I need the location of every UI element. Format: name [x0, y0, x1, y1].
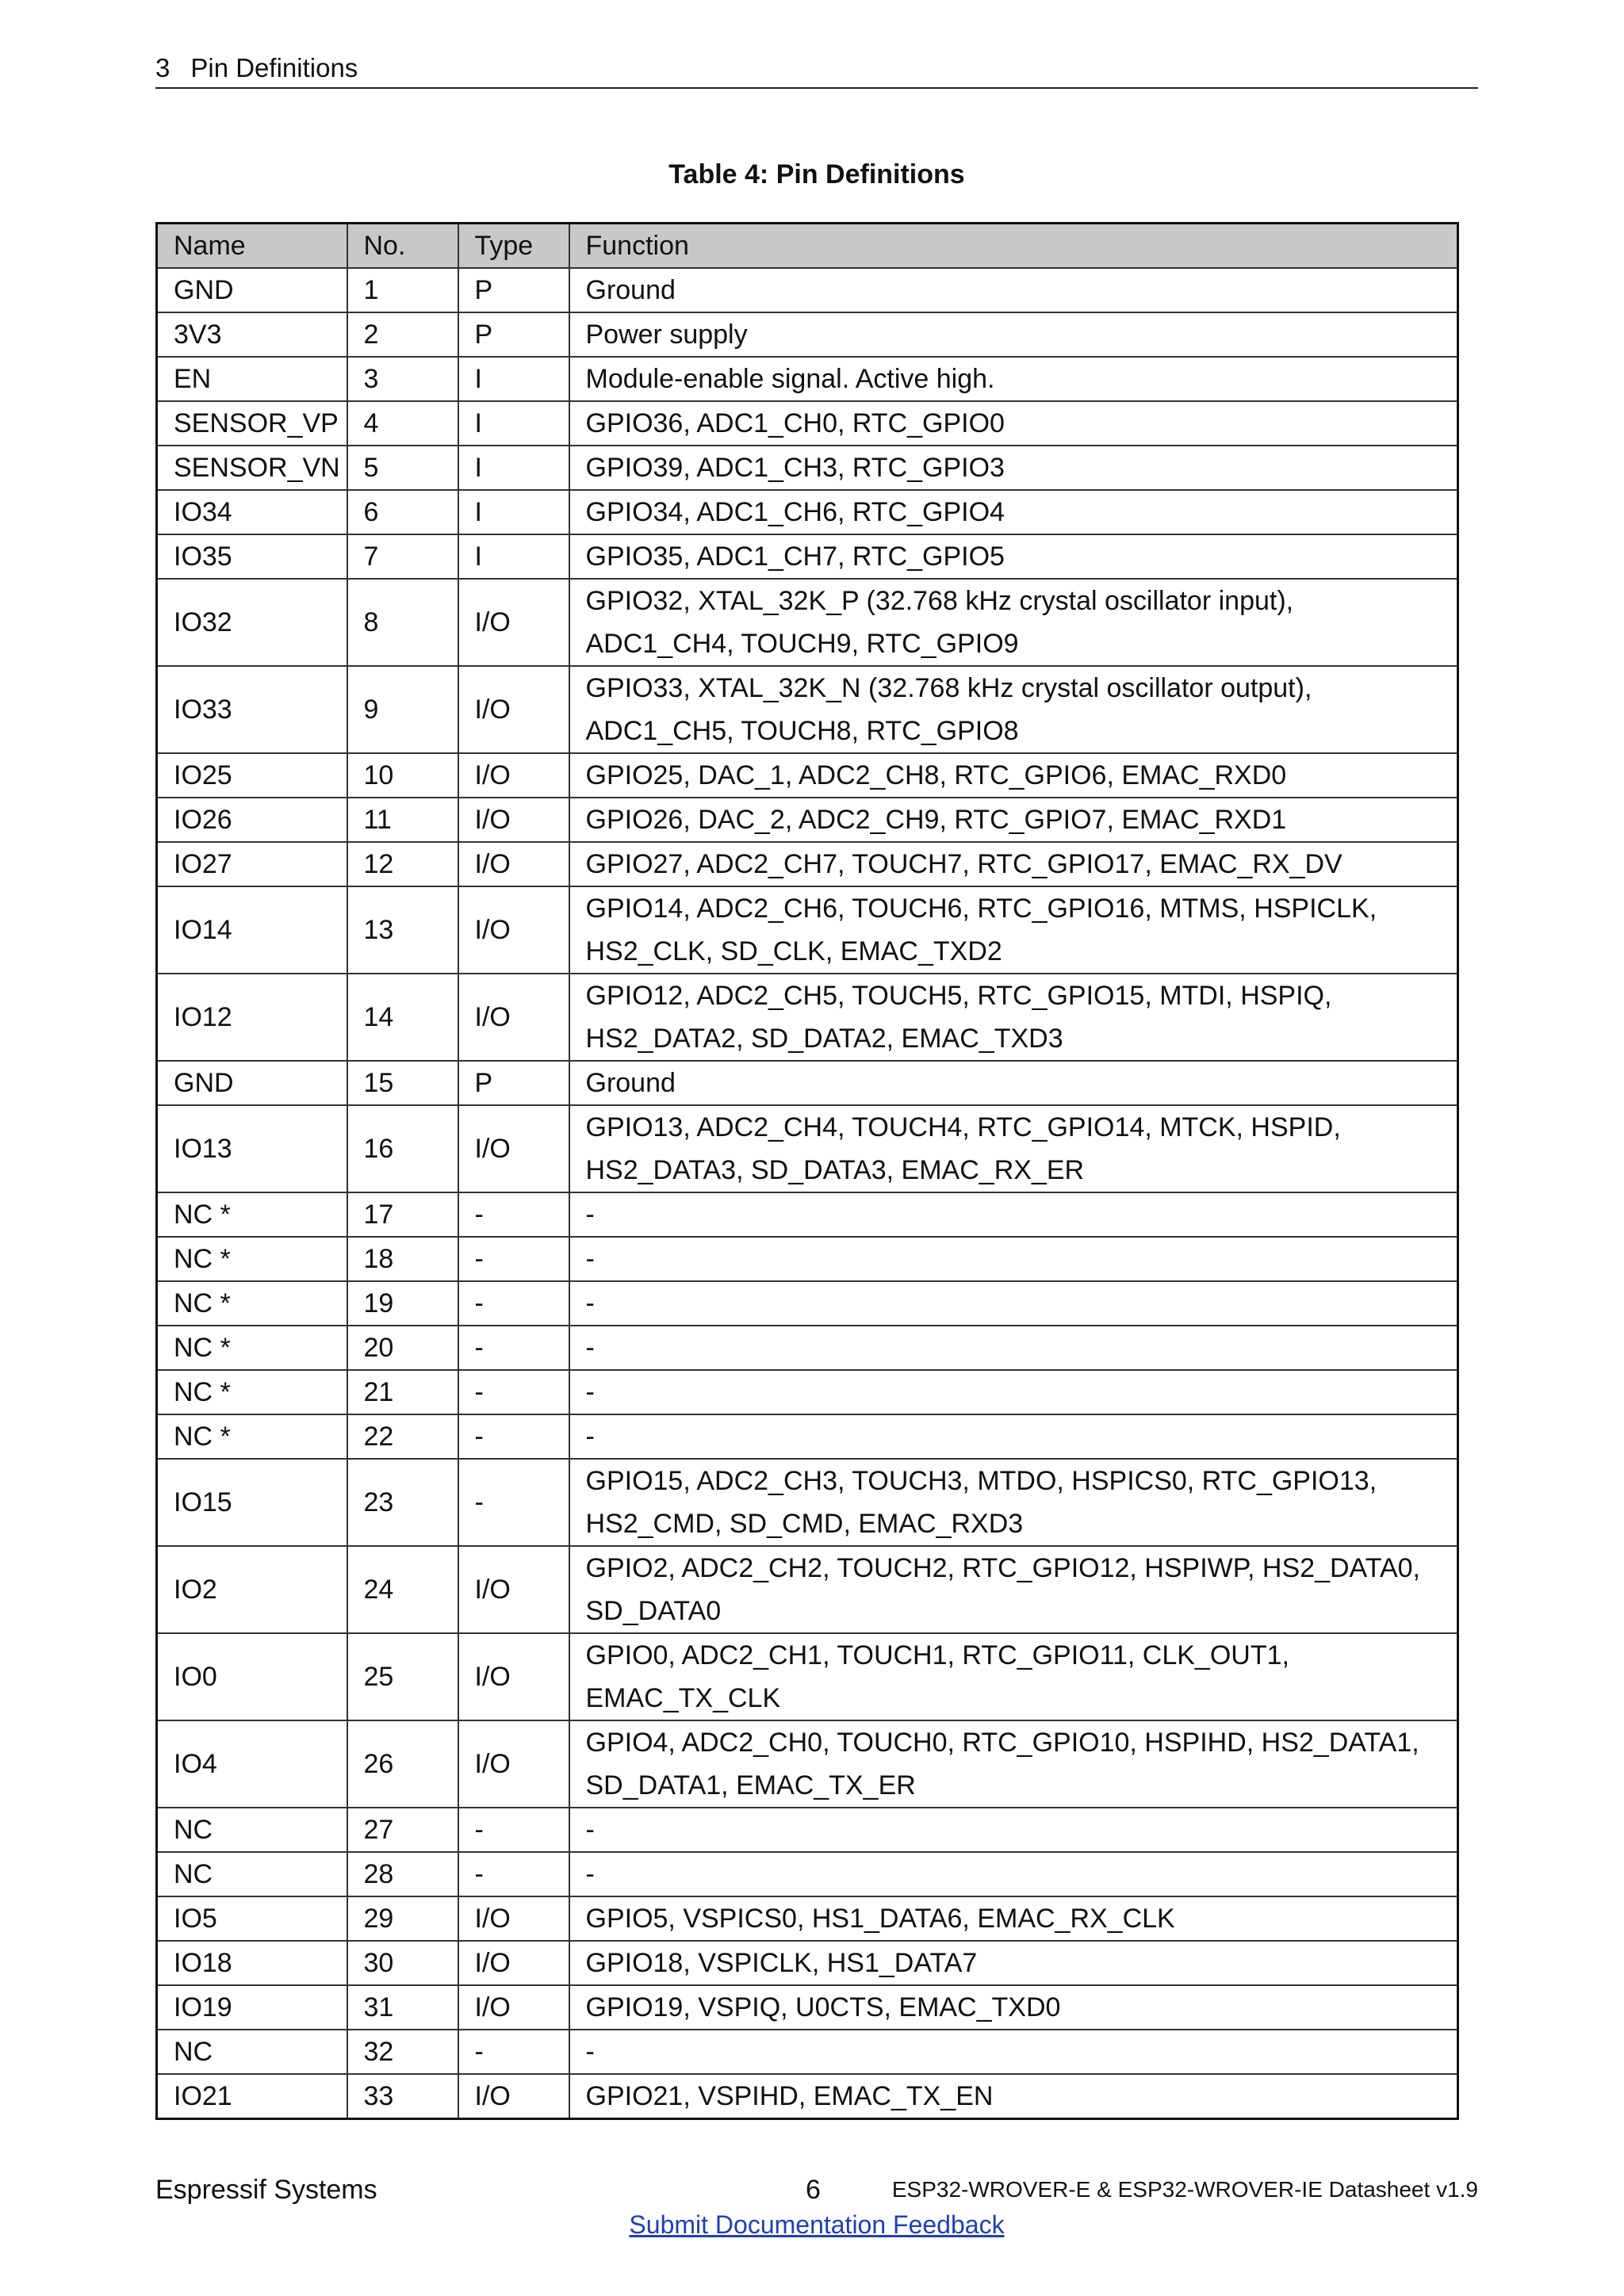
column-header-type: Type: [458, 224, 569, 269]
pin-function-cell: Power supply: [569, 312, 1458, 357]
pin-type-cell: I/O: [458, 1633, 569, 1720]
pin-number-cell: 32: [347, 2030, 458, 2074]
feedback-link-container: [155, 2207, 1478, 2242]
table-row: [157, 1985, 1458, 2030]
pin-name-cell: SENSOR_VP: [157, 401, 347, 446]
table-row: [157, 312, 1458, 357]
pin-type-cell: I/O: [458, 1896, 569, 1941]
pin-type-cell: -: [458, 1326, 569, 1370]
table-row: [157, 798, 1458, 842]
pin-number-cell: 27: [347, 1808, 458, 1852]
pin-function-cell: GPIO5, VSPICS0, HS1_DATA6, EMAC_RX_CLK: [569, 1896, 1458, 1941]
pin-type-cell: -: [458, 1370, 569, 1414]
table-row: [157, 1192, 1458, 1237]
table-row: [157, 401, 1458, 446]
pin-number-cell: 11: [347, 798, 458, 842]
pin-type-cell: -: [458, 1192, 569, 1237]
pin-number-cell: 8: [347, 579, 458, 666]
pin-type-cell: I/O: [458, 842, 569, 886]
pin-function-cell: GPIO15, ADC2_CH3, TOUCH3, MTDO, HSPICS0, RTC_GPIO13, HS2_CMD, SD_CMD, EMAC_RXD3: [569, 1459, 1458, 1546]
footer-document-title: ESP32-WROVER-E & ESP32-WROVER-IE Datasheet v1.9: [891, 2177, 1478, 2202]
table-row: [157, 666, 1458, 753]
pin-function-cell: GPIO19, VSPIQ, U0CTS, EMAC_TXD0: [569, 1985, 1458, 2030]
pin-type-cell: I/O: [458, 886, 569, 974]
pin-number-cell: 15: [347, 1061, 458, 1105]
table-row: [157, 490, 1458, 534]
pin-name-cell: NC *: [157, 1192, 347, 1237]
pin-name-cell: NC *: [157, 1414, 347, 1459]
table-row: [157, 1414, 1458, 1459]
pin-number-cell: 23: [347, 1459, 458, 1546]
pin-type-cell: I/O: [458, 1105, 569, 1192]
table-row: [157, 974, 1458, 1061]
pin-function-cell: GPIO27, ADC2_CH7, TOUCH7, RTC_GPIO17, EMAC_RX_DV: [569, 842, 1458, 886]
pin-type-cell: I: [458, 534, 569, 579]
pin-function-cell: GPIO35, ADC1_CH7, RTC_GPIO5: [569, 534, 1458, 579]
table-row: [157, 1896, 1458, 1941]
pin-number-cell: 33: [347, 2074, 458, 2119]
table-row: [157, 753, 1458, 798]
pin-definitions-table: [155, 222, 1459, 2120]
pin-name-cell: IO13: [157, 1105, 347, 1192]
pin-function-cell: GPIO14, ADC2_CH6, TOUCH6, RTC_GPIO16, MTMS, HSPICLK, HS2_CLK, SD_CLK, EMAC_TXD2: [569, 886, 1458, 974]
pin-function-cell: GPIO2, ADC2_CH2, TOUCH2, RTC_GPIO12, HSPIWP, HS2_DATA0, SD_DATA0: [569, 1546, 1458, 1633]
page-footer: [155, 2172, 1478, 2207]
pin-type-cell: I/O: [458, 798, 569, 842]
pin-name-cell: IO14: [157, 886, 347, 974]
pin-type-cell: -: [458, 1808, 569, 1852]
pin-function-cell: Ground: [569, 268, 1458, 312]
pin-name-cell: NC *: [157, 1237, 347, 1281]
pin-number-cell: 29: [347, 1896, 458, 1941]
pin-number-cell: 19: [347, 1281, 458, 1326]
table-row: [157, 2074, 1458, 2119]
table-row: [157, 1941, 1458, 1985]
pin-function-cell: GPIO26, DAC_2, ADC2_CH9, RTC_GPIO7, EMAC_RXD1: [569, 798, 1458, 842]
section-title: Pin Definitions: [190, 53, 358, 82]
page-header: [155, 51, 1478, 89]
table-row: [157, 1459, 1458, 1546]
pin-type-cell: I/O: [458, 666, 569, 753]
pin-type-cell: I: [458, 490, 569, 534]
footer-company: Espressif Systems: [155, 2175, 377, 2205]
pin-name-cell: IO0: [157, 1633, 347, 1720]
pin-function-cell: GPIO12, ADC2_CH5, TOUCH5, RTC_GPIO15, MTDI, HSPIQ, HS2_DATA2, SD_DATA2, EMAC_TXD3: [569, 974, 1458, 1061]
pin-function-cell: GPIO25, DAC_1, ADC2_CH8, RTC_GPIO6, EMAC_RXD0: [569, 753, 1458, 798]
pin-type-cell: -: [458, 1281, 569, 1326]
pin-number-cell: 17: [347, 1192, 458, 1237]
pin-number-cell: 3: [347, 357, 458, 401]
pin-type-cell: P: [458, 312, 569, 357]
pin-number-cell: 22: [347, 1414, 458, 1459]
pin-name-cell: NC *: [157, 1281, 347, 1326]
table-row: [157, 446, 1458, 490]
pin-function-cell: -: [569, 1370, 1458, 1414]
pin-type-cell: I/O: [458, 1720, 569, 1808]
pin-name-cell: IO26: [157, 798, 347, 842]
pin-number-cell: 21: [347, 1370, 458, 1414]
pin-function-cell: -: [569, 1808, 1458, 1852]
pin-name-cell: NC: [157, 2030, 347, 2074]
pin-type-cell: I/O: [458, 1546, 569, 1633]
table-row: [157, 534, 1458, 579]
table-row: [157, 1546, 1458, 1633]
table-row: [157, 2030, 1458, 2074]
table-row: [157, 1633, 1458, 1720]
pin-number-cell: 31: [347, 1985, 458, 2030]
pin-number-cell: 6: [347, 490, 458, 534]
table-row: [157, 1281, 1458, 1326]
pin-type-cell: I: [458, 446, 569, 490]
pin-function-cell: GPIO4, ADC2_CH0, TOUCH0, RTC_GPIO10, HSPIHD, HS2_DATA1, SD_DATA1, EMAC_TX_ER: [569, 1720, 1458, 1808]
table-row: [157, 1370, 1458, 1414]
pin-name-cell: NC *: [157, 1326, 347, 1370]
pin-function-cell: GPIO39, ADC1_CH3, RTC_GPIO3: [569, 446, 1458, 490]
column-header-function: Function: [569, 224, 1458, 269]
section-number: 3: [155, 53, 170, 82]
column-header-number: No.: [347, 224, 458, 269]
pin-name-cell: IO15: [157, 1459, 347, 1546]
pin-name-cell: NC: [157, 1852, 347, 1896]
table-row: [157, 1808, 1458, 1852]
pin-name-cell: IO12: [157, 974, 347, 1061]
pin-type-cell: I/O: [458, 1985, 569, 2030]
pin-function-cell: Module-enable signal. Active high.: [569, 357, 1458, 401]
pin-function-cell: GPIO18, VSPICLK, HS1_DATA7: [569, 1941, 1458, 1985]
pin-function-cell: -: [569, 1852, 1458, 1896]
table-row: [157, 1326, 1458, 1370]
pin-number-cell: 1: [347, 268, 458, 312]
table-row: [157, 1105, 1458, 1192]
pin-name-cell: IO32: [157, 579, 347, 666]
pin-name-cell: IO5: [157, 1896, 347, 1941]
pin-name-cell: IO4: [157, 1720, 347, 1808]
pin-function-cell: -: [569, 1237, 1458, 1281]
pin-number-cell: 25: [347, 1633, 458, 1720]
pin-type-cell: P: [458, 268, 569, 312]
pin-type-cell: -: [458, 1414, 569, 1459]
pin-name-cell: SENSOR_VN: [157, 446, 347, 490]
pin-name-cell: GND: [157, 268, 347, 312]
pin-function-cell: GPIO34, ADC1_CH6, RTC_GPIO4: [569, 490, 1458, 534]
pin-function-cell: GPIO32, XTAL_32K_P (32.768 kHz crystal oscillator input), ADC1_CH4, TOUCH9, RTC_GPIO9: [569, 579, 1458, 666]
table-row: [157, 886, 1458, 974]
submit-feedback-link[interactable]: Submit Documentation Feedback: [629, 2210, 1005, 2239]
table-row: [157, 1852, 1458, 1896]
pin-name-cell: IO21: [157, 2074, 347, 2119]
column-header-name: Name: [157, 224, 347, 269]
pin-function-cell: GPIO33, XTAL_32K_N (32.768 kHz crystal oscillator output), ADC1_CH5, TOUCH8, RTC_GPIO8: [569, 666, 1458, 753]
pin-number-cell: 28: [347, 1852, 458, 1896]
pin-function-cell: GPIO0, ADC2_CH1, TOUCH1, RTC_GPIO11, CLK_OUT1, EMAC_TX_CLK: [569, 1633, 1458, 1720]
pin-name-cell: IO25: [157, 753, 347, 798]
pin-function-cell: -: [569, 1326, 1458, 1370]
pin-function-cell: -: [569, 2030, 1458, 2074]
pin-number-cell: 24: [347, 1546, 458, 1633]
pin-name-cell: IO33: [157, 666, 347, 753]
pin-function-cell: GPIO13, ADC2_CH4, TOUCH4, RTC_GPIO14, MTCK, HSPID, HS2_DATA3, SD_DATA3, EMAC_RX_ER: [569, 1105, 1458, 1192]
pin-number-cell: 18: [347, 1237, 458, 1281]
pin-number-cell: 4: [347, 401, 458, 446]
pin-function-cell: GPIO21, VSPIHD, EMAC_TX_EN: [569, 2074, 1458, 2119]
pin-name-cell: 3V3: [157, 312, 347, 357]
pin-number-cell: 5: [347, 446, 458, 490]
pin-name-cell: EN: [157, 357, 347, 401]
pin-name-cell: NC *: [157, 1370, 347, 1414]
pin-number-cell: 14: [347, 974, 458, 1061]
pin-type-cell: P: [458, 1061, 569, 1105]
pin-number-cell: 26: [347, 1720, 458, 1808]
pin-number-cell: 12: [347, 842, 458, 886]
pin-type-cell: -: [458, 1237, 569, 1281]
pin-name-cell: GND: [157, 1061, 347, 1105]
pin-function-cell: GPIO36, ADC1_CH0, RTC_GPIO0: [569, 401, 1458, 446]
pin-type-cell: I: [458, 357, 569, 401]
pin-function-cell: -: [569, 1414, 1458, 1459]
pin-number-cell: 2: [347, 312, 458, 357]
table-caption: Table 4: Pin Definitions: [668, 159, 965, 189]
pin-function-cell: -: [569, 1192, 1458, 1237]
pin-name-cell: IO27: [157, 842, 347, 886]
pin-name-cell: IO35: [157, 534, 347, 579]
table-row: [157, 1720, 1458, 1808]
pin-number-cell: 20: [347, 1326, 458, 1370]
pin-number-cell: 7: [347, 534, 458, 579]
pin-name-cell: NC: [157, 1808, 347, 1852]
pin-type-cell: I: [458, 401, 569, 446]
pin-type-cell: I/O: [458, 2074, 569, 2119]
pin-type-cell: I/O: [458, 753, 569, 798]
pin-number-cell: 30: [347, 1941, 458, 1985]
pin-type-cell: -: [458, 2030, 569, 2074]
pin-function-cell: -: [569, 1281, 1458, 1326]
table-row: [157, 579, 1458, 666]
pin-type-cell: I/O: [458, 579, 569, 666]
table-row: [157, 842, 1458, 886]
footer-page-number: 6: [806, 2175, 821, 2205]
pin-number-cell: 10: [347, 753, 458, 798]
table-row: [157, 1237, 1458, 1281]
pin-name-cell: IO19: [157, 1985, 347, 2030]
pin-type-cell: I/O: [458, 1941, 569, 1985]
table-row: [157, 1061, 1458, 1105]
table-body: [157, 268, 1458, 2119]
pin-number-cell: 16: [347, 1105, 458, 1192]
table-row: [157, 268, 1458, 312]
table-header-row: [157, 224, 1458, 269]
pin-number-cell: 13: [347, 886, 458, 974]
pin-function-cell: Ground: [569, 1061, 1458, 1105]
pin-type-cell: I/O: [458, 974, 569, 1061]
pin-name-cell: IO18: [157, 1941, 347, 1985]
table-row: [157, 357, 1458, 401]
pin-type-cell: -: [458, 1459, 569, 1546]
pin-number-cell: 9: [347, 666, 458, 753]
pin-type-cell: -: [458, 1852, 569, 1896]
pin-name-cell: IO2: [157, 1546, 347, 1633]
pin-name-cell: IO34: [157, 490, 347, 534]
